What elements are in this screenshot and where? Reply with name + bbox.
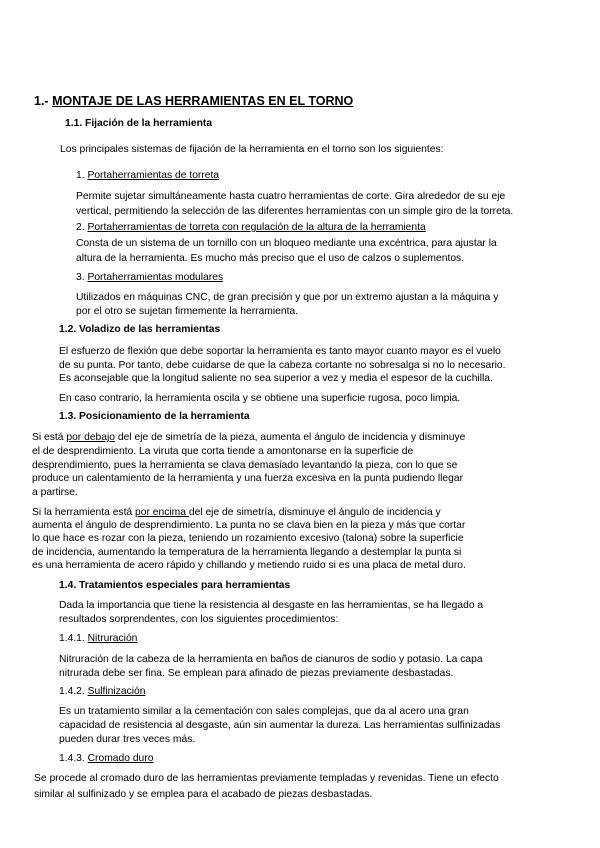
s14-2-line: pueden durar tres veces más.	[59, 734, 196, 745]
s12-p1-line: Es aconsejable que la longitud saliente no sea superior a vez y media el espesor de la cuchilla.	[59, 373, 493, 384]
s14-intro-line: resultados sorprendentes, con los siguientes procedimientos:	[59, 614, 339, 625]
section-1-title: 1.- MONTAJE DE LAS HERRAMIENTAS EN EL TORNO	[34, 94, 354, 108]
s11-item-1-line: Permite sujetar simultáneamente hasta cuatro herramientas de corte. Gira alrededor de su eje	[76, 191, 506, 202]
s13-p2-line: Si la herramienta está por encima del eje de simetría, disminuye el ángulo de incidencia y	[32, 507, 441, 518]
s13-p2-line: lo que hace es rozar con la pieza, teniendo un rozamiento excesivo (talona) sobre la superficie	[32, 533, 464, 544]
s11-item-3-line: por el otro se sujetan firmemente la herramienta.	[76, 306, 299, 317]
s13-p1-line: produce un calentamiento de la herramienta y una fuerza excesiva en la punta pudiendo llegar	[32, 473, 464, 484]
s11-item-2-title: 2. Portaherramientas de torreta con regulación de la altura de la herramienta	[76, 222, 426, 233]
s14-3-line: Se procede al cromado duro de las herramientas previamente templadas y revenidas. Tiene un efecto	[34, 773, 499, 784]
s12-p1-line: de su punta. Por tanto, debe cuidarse de que la cabeza cortante no sobresalga si no lo necesario.	[59, 360, 506, 371]
s14-2-line: capacidad de resistencia al desgaste, aún sin aumentar la dureza. Las herramientas sulfinizadas	[59, 720, 501, 731]
s14-2-line: Es un tratamiento similar a la cementación con sales complejas, que da al acero una gran	[59, 706, 469, 717]
s14-1-line: Nitruración de la cabeza de la herramienta en baños de cianuros de sodio y potasio. La capa	[59, 654, 483, 665]
s14-intro-line: Dada la importancia que tiene la resistencia al desgaste en las herramientas, se ha llegado a	[59, 600, 484, 611]
s14-1-title: 1.4.1. Nitruración	[59, 633, 138, 644]
s11-item-1-title: 1. Portaherramientas de torreta	[76, 170, 220, 181]
s11-item-1-line: vertical, permitiendo la selección de las diferentes herramientas con un simple giro de la torreta.	[76, 206, 514, 217]
s11-item-3-line: Utilizados en máquinas CNC, de gran precisión y que por un extremo ajustan a la máquina y	[76, 292, 499, 303]
s13-p2-line: es una herramienta de acero rápido y chillando y metiendo ruido si es una placa de metal duro.	[32, 560, 466, 571]
s13-p1-line: desprendimiento, pues la herramienta se clava demasiado levantando la pieza, con lo que se	[32, 460, 458, 471]
s12-p2: En caso contrario, la herramienta oscila y se obtiene una superficie rugosa, poco limpia.	[59, 393, 461, 404]
s11-item-3-title: 3. Portaherramientas modulares	[76, 272, 224, 283]
section-1-3-heading: 1.3. Posicionamiento de la herramienta	[59, 411, 250, 422]
s12-p1-line: El esfuerzo de flexión que debe soportar la herramienta es tanto mayor cuanto mayor es el vuelo	[59, 346, 501, 357]
section-1-1-heading: 1.1. Fijación de la herramienta	[65, 118, 213, 129]
s14-3-title: 1.4.3. Cromado duro	[59, 753, 154, 764]
s11-item-2-line: altura de la herramienta. Es mucho más preciso que el uso de calzos o suplementos.	[76, 253, 465, 264]
s14-1-line: nitrurada debe ser fina. Se emplean para afinado de piezas previamente desbastadas.	[59, 668, 454, 679]
section-1-4-heading: 1.4. Tratamientos especiales para herramientas	[59, 580, 291, 591]
s14-2-title: 1.4.2. Sulfinización	[59, 686, 146, 697]
section-1-2-heading: 1.2. Voladizo de las herramientas	[59, 324, 221, 335]
s13-p2-line: de incidencia, aumentando la temperatura de la herramienta llegando a destemplar la punta si	[32, 547, 462, 558]
s13-p1-line: Si está por debajo del eje de simetría de la pieza, aumenta el ángulo de incidencia y disminuye	[32, 432, 466, 443]
s11-intro: Los principales sistemas de fijación de la herramienta en el torno son los siguientes:	[60, 144, 444, 155]
s14-3-line: similar al sulfinizado y se emplea para el acabado de piezas desbastadas.	[34, 789, 373, 800]
s11-item-2-line: Consta de un sistema de un tornillo con un bloqueo mediante una excéntrica, para ajustar la	[76, 238, 497, 249]
s13-p2-line: aumenta el ángulo de desprendimiento. La punta no se clava bien en la pieza y más que cortar	[32, 520, 466, 531]
s13-p1-line: a partirse.	[32, 487, 78, 498]
s13-p1-line: el de desprendimiento. La viruta que corta tiende a amontonarse en la superficie de	[32, 446, 414, 457]
